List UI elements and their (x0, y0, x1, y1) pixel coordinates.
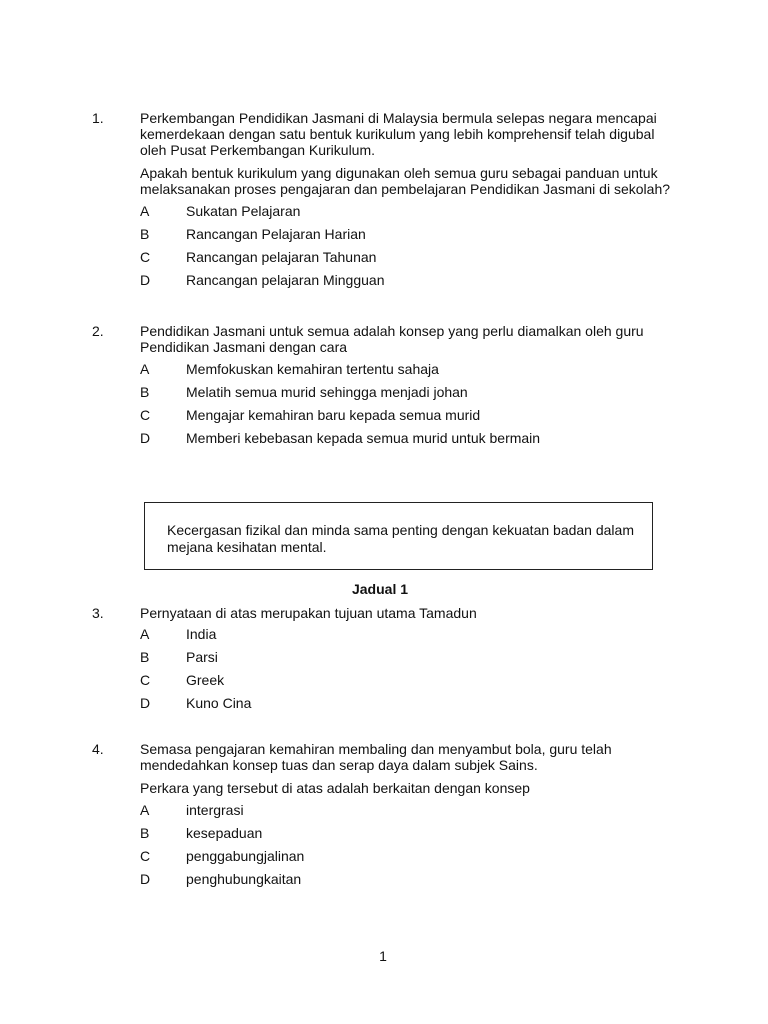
option-text: Kuno Cina (186, 695, 252, 711)
table-caption: Jadual 1 (351, 581, 409, 597)
option-b[interactable] (140, 825, 682, 848)
option-d[interactable] (140, 871, 682, 894)
option-d[interactable] (140, 695, 682, 718)
question-number: 4. (92, 741, 104, 757)
option-text: Parsi (186, 649, 218, 665)
option-a[interactable] (140, 802, 682, 825)
option-d[interactable] (140, 430, 682, 453)
option-letter: B (140, 384, 150, 400)
option-list (140, 361, 682, 453)
question-number: 3. (92, 605, 104, 621)
option-letter: A (140, 802, 150, 818)
option-letter: B (140, 226, 150, 242)
option-c[interactable] (140, 407, 682, 430)
page-number: 1 (379, 948, 387, 964)
option-letter: C (140, 407, 151, 423)
option-letter: C (140, 249, 151, 265)
option-text: Rancangan pelajaran Mingguan (186, 272, 385, 288)
option-letter: D (140, 430, 151, 446)
option-c[interactable] (140, 672, 682, 695)
option-letter: A (140, 203, 150, 219)
question-stem: Pendidikan Jasmani untuk semua adalah konsep yang perlu diamalkan oleh guru Pendidikan Jasmani dengan cara (140, 323, 644, 355)
question-prompt: Apakah bentuk kurikulum yang digunakan oleh semua guru sebagai panduan untuk melaksanakan proses pengajaran dan pembelajaran Pendidikan Jasmani di sekolah? (140, 165, 671, 197)
option-text: Greek (186, 672, 225, 688)
option-list (140, 203, 682, 295)
option-letter: C (140, 848, 151, 864)
option-text: Memfokuskan kemahiran tertentu sahaja (186, 361, 439, 377)
option-letter: B (140, 649, 150, 665)
question-number: 2. (92, 323, 104, 339)
question-2 (92, 323, 682, 453)
table-box (144, 502, 653, 570)
option-letter: D (140, 871, 151, 887)
question-stem: Perkembangan Pendidikan Jasmani di Malaysia bermula selepas negara mencapai kemerdekaan dengan satu bentuk kurikulum yang lebih komprehensif telah digubal oleh Pusat Perkembangan Kurikulum. (140, 110, 657, 158)
option-a[interactable] (140, 361, 682, 384)
option-letter: A (140, 626, 150, 642)
option-a[interactable] (140, 626, 682, 649)
option-letter: C (140, 672, 151, 688)
option-b[interactable] (140, 649, 682, 672)
option-list (140, 626, 682, 718)
question-1 (92, 110, 682, 295)
option-list (140, 802, 682, 894)
option-text: Sukatan Pelajaran (186, 203, 301, 219)
question-stem: Pernyataan di atas merupakan tujuan utama Tamadun (140, 605, 477, 621)
option-a[interactable] (140, 203, 682, 226)
option-c[interactable] (140, 249, 682, 272)
option-letter: D (140, 272, 151, 288)
option-text: Rancangan Pelajaran Harian (186, 226, 366, 242)
option-text: Memberi kebebasan kepada semua murid untuk bermain (186, 430, 541, 446)
question-4 (92, 741, 682, 894)
option-text: penggabungjalinan (186, 848, 305, 864)
question-number: 1. (92, 110, 104, 126)
question-stem: Semasa pengajaran kemahiran membaling dan menyambut bola, guru telah mendedahkan konsep tuas dan serap daya dalam subjek Sains. (140, 741, 612, 773)
option-text: kesepaduan (186, 825, 263, 841)
option-d[interactable] (140, 272, 682, 295)
option-text: Melatih semua murid sehingga menjadi johan (186, 384, 468, 400)
option-c[interactable] (140, 848, 682, 871)
option-text: India (186, 626, 217, 642)
option-b[interactable] (140, 226, 682, 249)
option-text: Rancangan pelajaran Tahunan (186, 249, 377, 265)
question-prompt: Perkara yang tersebut di atas adalah berkaitan dengan konsep (140, 780, 530, 796)
option-text: penghubungkaitan (186, 871, 302, 887)
option-letter: B (140, 825, 150, 841)
option-letter: A (140, 361, 150, 377)
option-text: Mengajar kemahiran baru kepada semua murid (186, 407, 481, 423)
table-text: Kecergasan fizikal dan minda sama penting dengan kekuatan badan dalam mejana kesihatan mental. (167, 522, 634, 555)
option-letter: D (140, 695, 151, 711)
option-text: intergrasi (186, 802, 244, 818)
option-b[interactable] (140, 384, 682, 407)
question-3 (92, 605, 682, 718)
